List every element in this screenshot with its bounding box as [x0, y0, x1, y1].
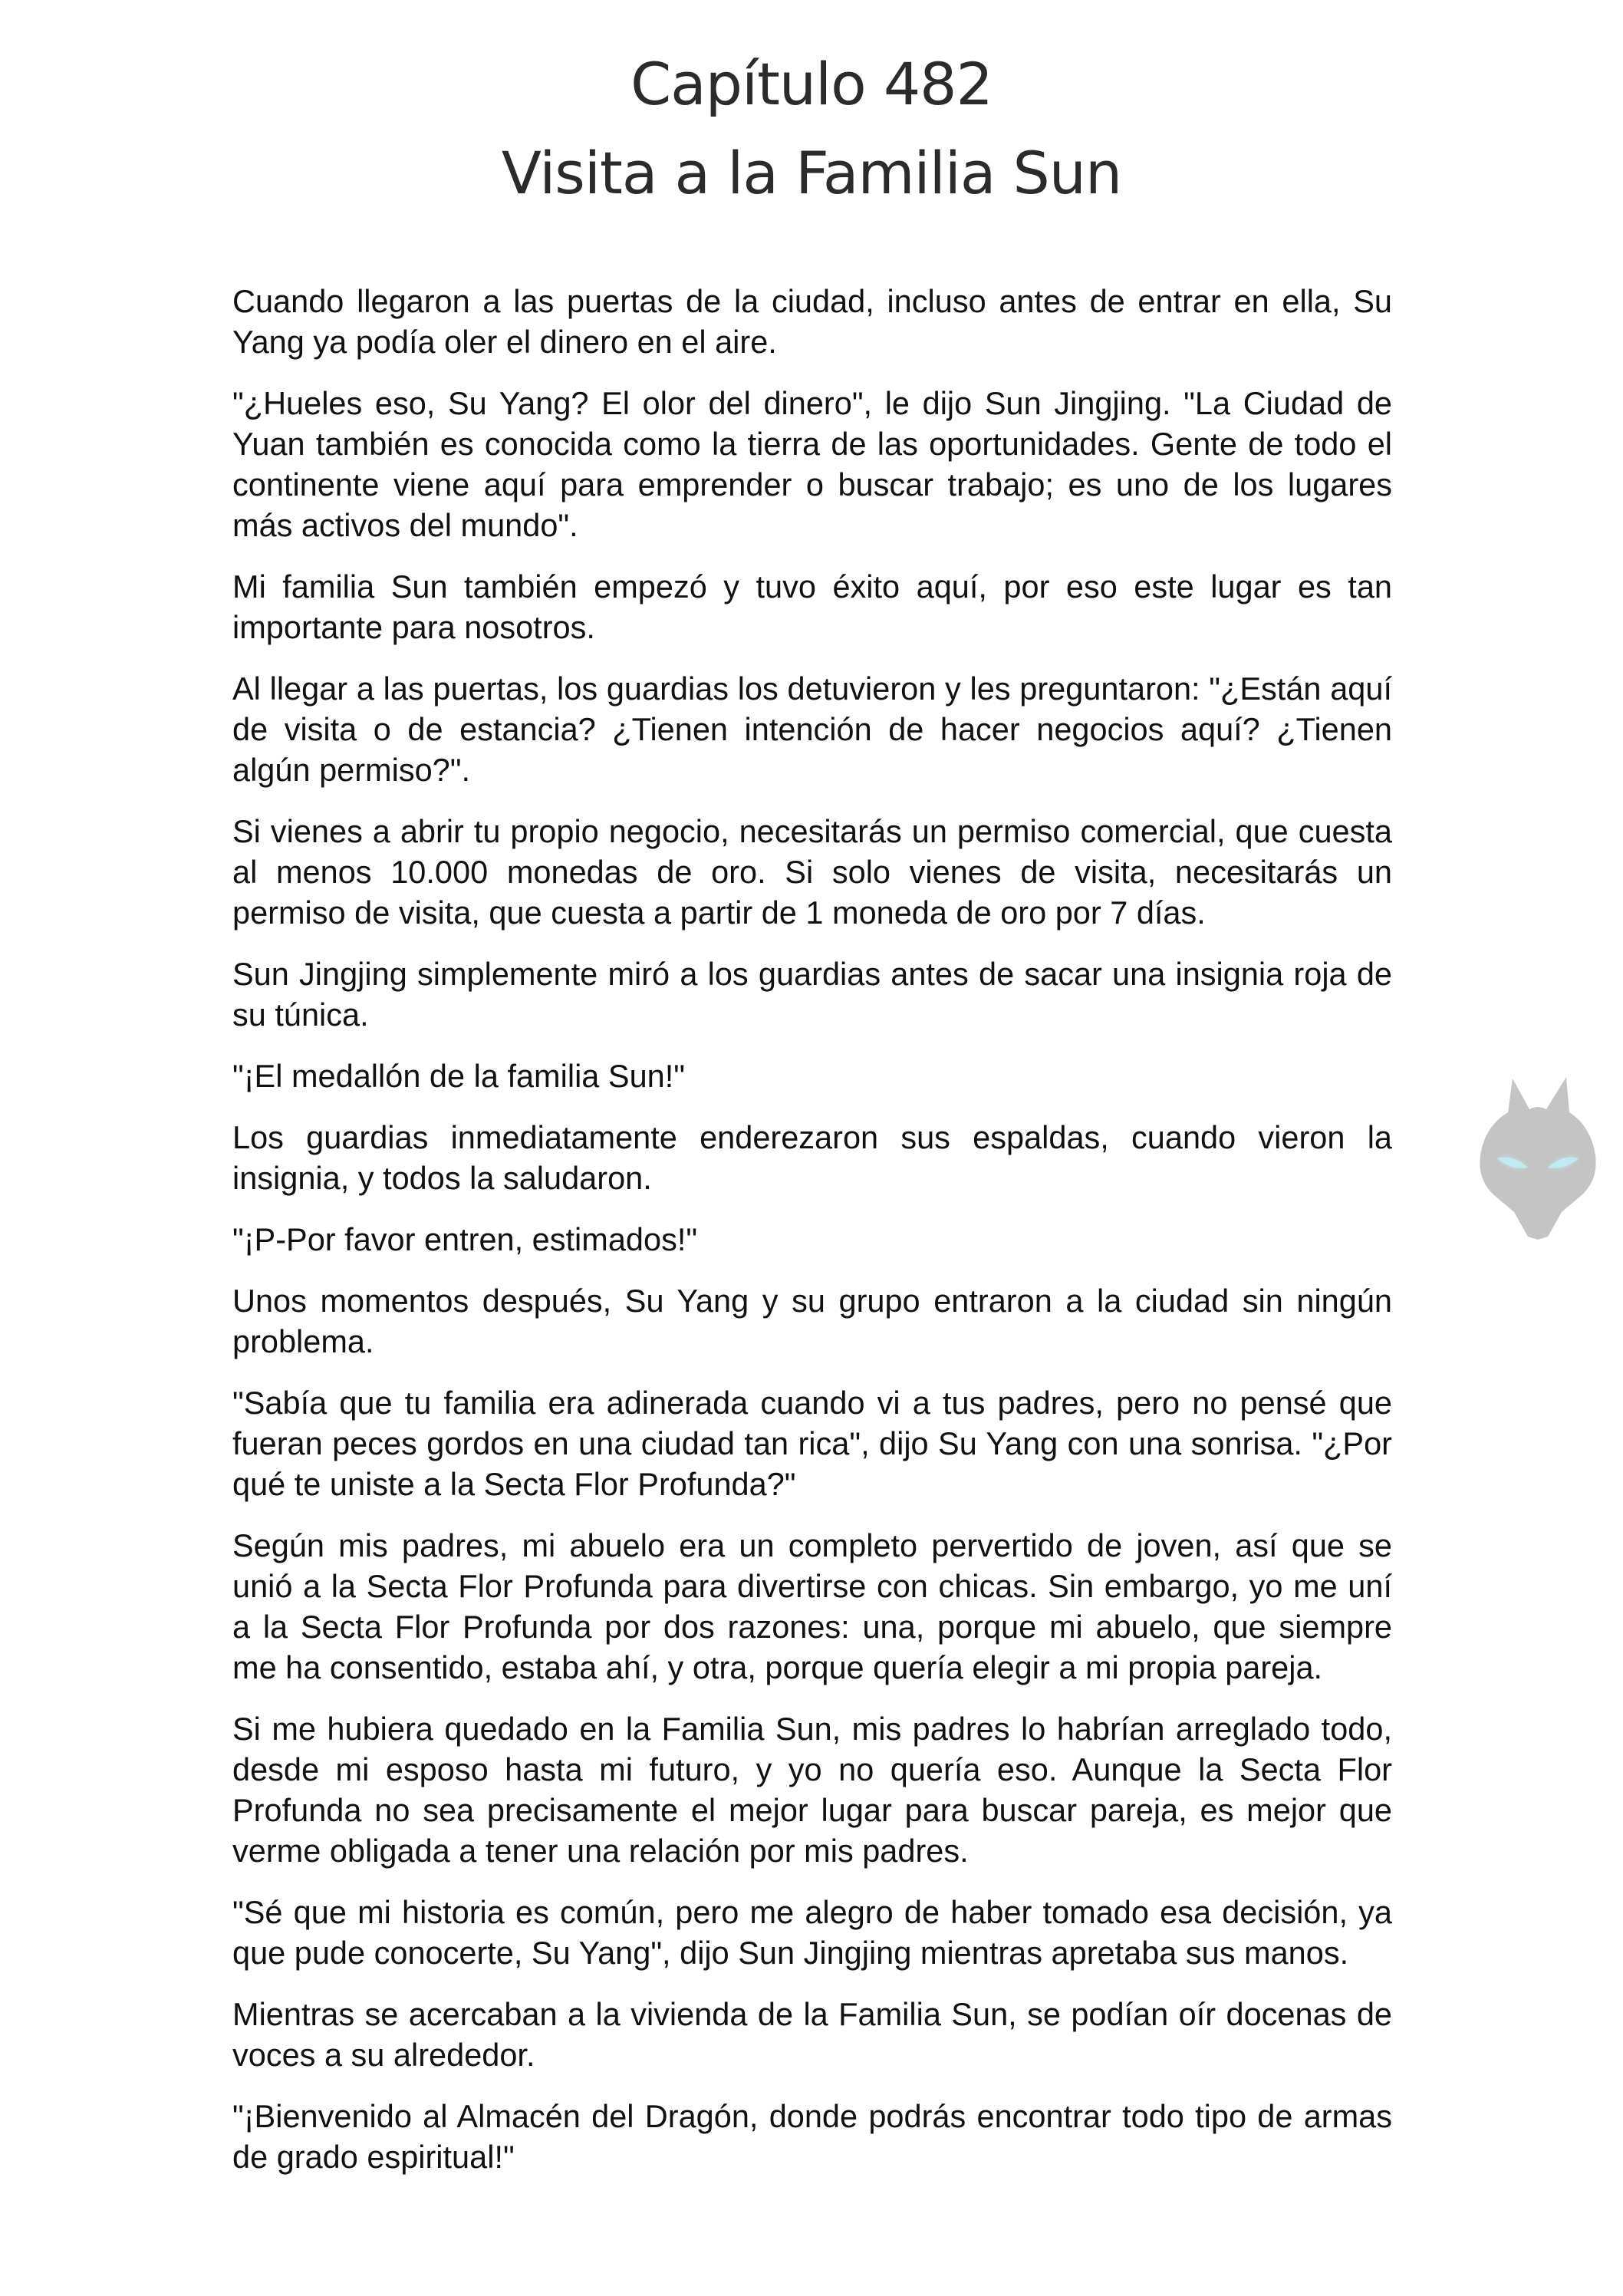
- chapter-number: Capítulo 482: [630, 50, 993, 118]
- paragraph: Sun Jingjing simplemente miró a los guardias antes de sacar una insignia roja de su túnica.: [232, 956, 1392, 1033]
- chapter-header: [0, 40, 1623, 218]
- paragraph: Cuando llegaron a las puertas de la ciudad, incluso antes de entrar en ella, Su Yang ya podía oler el dinero en el aire.: [232, 283, 1392, 360]
- chapter-title: Visita a la Familia Sun: [501, 139, 1122, 207]
- demon-head-icon: [1467, 1072, 1609, 1243]
- paragraph: "Sabía que tu familia era adinerada cuando vi a tus padres, pero no pensé que fueran peces gordos en una ciudad tan rica", dijo Su Yang con una sonrisa. "¿Por qué te uniste a la Secta Flor Profunda?": [232, 1385, 1392, 1502]
- paragraph: Al llegar a las puertas, los guardias los detuvieron y les preguntaron: "¿Están aquí de visita o de estancia? ¿Tienen intención de hacer negocios aquí? ¿Tienen algún permiso?".: [232, 670, 1392, 788]
- paragraph: Mi familia Sun también empezó y tuvo éxito aquí, por eso este lugar es tan importante para nosotros.: [232, 568, 1392, 645]
- paragraph: "¡P-Por favor entren, estimados!": [232, 1221, 698, 1257]
- paragraph: Si vienes a abrir tu propio negocio, necesitarás un permiso comercial, que cuesta al menos 10.000 monedas de oro. Si solo vienes de visita, necesitarás un permiso de visita, que cuesta a partir de 1 moneda de oro por 7 días.: [232, 813, 1392, 931]
- paragraph: "Sé que mi historia es común, pero me alegro de haber tomado esa decisión, ya que pude conocerte, Su Yang", dijo Sun Jingjing mientras apretaba sus manos.: [232, 1894, 1392, 1971]
- paragraph: Mientras se acercaban a la vivienda de la Familia Sun, se podían oír docenas de voces a su alrededor.: [232, 1996, 1392, 2073]
- paragraph: "¡El medallón de la familia Sun!": [232, 1058, 685, 1094]
- paragraph: Los guardias inmediatamente enderezaron sus espaldas, cuando vieron la insignia, y todos la saludaron.: [232, 1119, 1392, 1196]
- chapter-body: [232, 281, 1392, 2198]
- paragraph: "¡Bienvenido al Almacén del Dragón, donde podrás encontrar todo tipo de armas de grado espiritual!": [232, 2098, 1392, 2175]
- watermark-logo: [1467, 1072, 1609, 1243]
- paragraph: "¿Hueles eso, Su Yang? El olor del dinero", le dijo Sun Jingjing. "La Ciudad de Yuan también es conocida como la tierra de las oportunidades. Gente de todo el continente viene aquí para emprender o buscar trabajo; es uno de los lugares más activos del mundo".: [232, 385, 1392, 543]
- paragraph: Unos momentos después, Su Yang y su grupo entraron a la ciudad sin ningún problema.: [232, 1283, 1392, 1359]
- paragraph: Si me hubiera quedado en la Familia Sun, mis padres lo habrían arreglado todo, desde mi esposo hasta mi futuro, y yo no quería eso. Aunque la Secta Flor Profunda no sea precisamente el mejor lugar para buscar pareja, es mejor que verme obligada a tener una relación por mis padres.: [232, 1711, 1392, 1869]
- paragraph: Según mis padres, mi abuelo era un completo pervertido de joven, así que se unió a la Secta Flor Profunda para divertirse con chicas. Sin embargo, yo me uní a la Secta Flor Profunda por dos razones: una, porque mi abuelo, que siempre me ha consentido, estaba ahí, y otra, porque quería elegir a mi propia pareja.: [232, 1527, 1392, 1685]
